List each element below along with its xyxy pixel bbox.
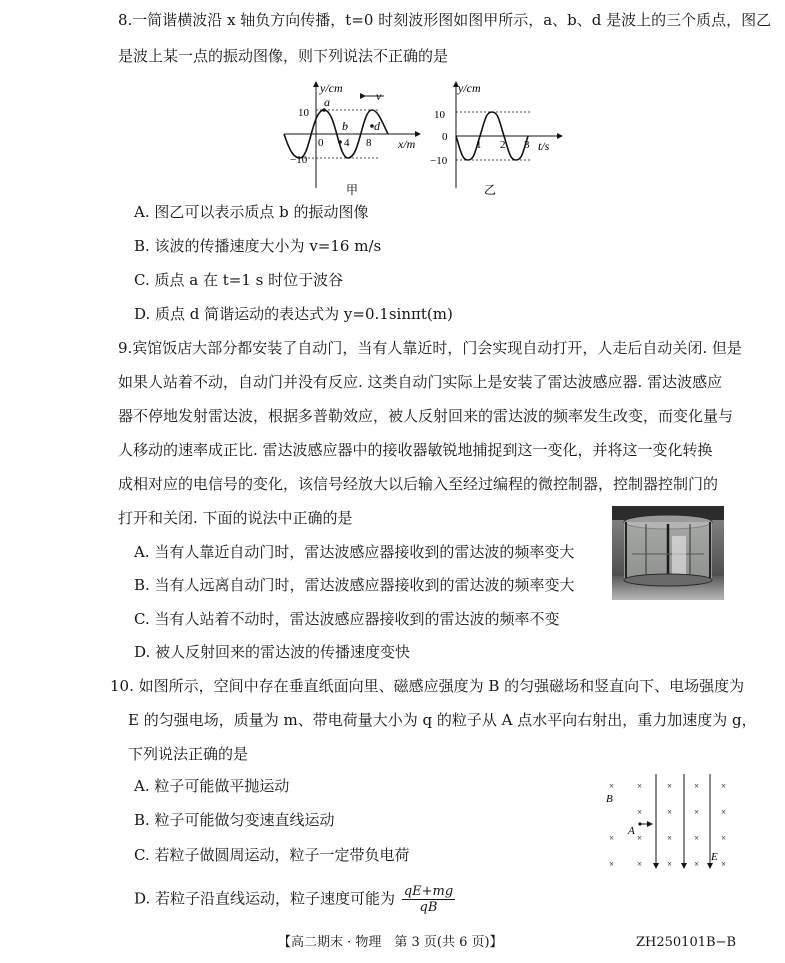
q10-stem-line2: E 的匀强电场，质量为 m、带电荷量大小为 q 的粒子从 A 点水平向右射出，重力加速度为 g，: [128, 711, 757, 729]
fraction-denominator: qB: [419, 900, 438, 915]
figure-caption-yi: 乙: [484, 183, 497, 196]
t-tick-2: 2: [500, 139, 506, 151]
q8-option-a: A. 图乙可以表示质点 b 的振动图像: [134, 203, 369, 221]
field-cross-mark: ×: [721, 781, 727, 791]
point-a-label: a: [324, 95, 330, 109]
field-cross-mark: ×: [694, 833, 700, 843]
q9-stem-line2: 如果人站着不动，自动门并没有反应. 这类自动门实际上是安装了雷达波感应器. 雷达波感应: [118, 373, 723, 391]
q8-figure-jia: [280, 78, 426, 196]
y-axis-label: y/cm: [458, 81, 481, 95]
q10-option-a: A. 粒子可能做平抛运动: [134, 777, 290, 795]
label-b: B: [606, 793, 613, 805]
field-cross-mark: ×: [694, 807, 700, 817]
y-tick-bottom: −10: [290, 154, 308, 166]
speed-fraction: [402, 884, 455, 915]
t-tick-3: 3: [524, 139, 530, 151]
field-cross-mark: ×: [609, 833, 615, 843]
point-d-label: d: [374, 119, 380, 133]
y-tick-bottom: −10: [430, 155, 448, 167]
q10-option-b: B. 粒子可能做匀变速直线运动: [134, 811, 335, 829]
q10-option-c: C. 若粒子做圆周运动，粒子一定带负电荷: [134, 846, 410, 864]
vibration-graph-yi: [428, 78, 568, 196]
q8-stem-line1: 8.一简谐横波沿 x 轴负方向传播，t=0 时刻波形图如图甲所示，a、b、d 是波上的三个质点，图乙: [118, 11, 772, 29]
wave-graph-jia: [280, 78, 426, 196]
q8-option-c: C. 质点 a 在 t=1 s 时位于波谷: [134, 271, 344, 289]
field-cross-mark: ×: [694, 781, 700, 791]
origin-label: 0: [318, 137, 324, 149]
label-a: A: [628, 825, 635, 837]
field-cross-mark: ×: [609, 859, 615, 869]
q9-option-a: A. 当有人靠近自动门时，雷达波感应器接收到的雷达波的频率变大: [134, 543, 575, 561]
q10-field-figure: [600, 770, 732, 874]
field-cross-mark: ×: [721, 859, 727, 869]
q9-stem-line3: 器不停地发射雷达波，根据多普勒效应，被人反射回来的雷达波的频率发生改变，而变化量与: [118, 407, 734, 425]
field-cross-mark: ×: [609, 781, 615, 791]
q9-option-d: D. 被人反射回来的雷达波的传播速度变快: [134, 643, 411, 661]
q9-stem-line6: 打开和关闭. 下面的说法中正确的是: [118, 509, 353, 527]
q10-stem-line3: 下列说法正确的是: [128, 745, 249, 763]
field-cross-mark: ×: [667, 833, 673, 843]
field-cross-mark: ×: [637, 833, 643, 843]
x-tick-4: 4: [344, 137, 350, 149]
q10-option-d: [134, 884, 455, 915]
q10-stem-line1: 10. 如图所示，空间中存在垂直纸面向里、磁感应强度为 B 的匀强磁场和竖直向下、电场强度为: [110, 677, 745, 695]
q8-figure-yi: [428, 78, 568, 196]
label-e: E: [711, 851, 718, 863]
y-tick-top: 10: [298, 107, 309, 119]
t-axis-label: t/s: [538, 139, 550, 153]
q9-stem-line4: 人移动的速率成正比. 雷达波感应器中的接收器敏锐地捕捉到这一变化，并将这一变化转换: [118, 441, 713, 459]
field-cross-mark: ×: [667, 781, 673, 791]
y-tick-zero: 0: [442, 131, 448, 143]
velocity-label: v: [376, 89, 382, 103]
y-tick-top: 10: [434, 109, 445, 121]
q8-option-d: D. 质点 d 简谐运动的表达式为 y=0.1sinπt(m): [134, 305, 453, 323]
field-cross-mark: ×: [667, 859, 673, 869]
x-tick-8: 8: [366, 137, 372, 149]
q9-option-b: B. 当有人远离自动门时，雷达波感应器接收到的雷达波的频率变大: [134, 576, 575, 594]
x-axis-label: x/m: [398, 137, 416, 151]
q9-option-c: C. 当有人站着不动时，雷达波感应器接收到的雷达波的频率不变: [134, 610, 560, 628]
field-cross-mark: ×: [694, 859, 700, 869]
q8-option-b: B. 该波的传播速度大小为 v=16 m/s: [134, 237, 382, 255]
field-cross-mark: ×: [721, 807, 727, 817]
fraction-numerator: qE+mg: [403, 884, 454, 899]
revolving-door-photo: [612, 506, 724, 600]
field-diagram: [600, 770, 732, 874]
q8-stem-line2: 是波上某一点的振动图像，则下列说法不正确的是: [118, 47, 449, 65]
field-cross-mark: ×: [637, 859, 643, 869]
footer-code: ZH250101B−B: [636, 935, 736, 950]
q9-stem-line5: 成相对应的电信号的变化，该信号经放大以后输入至经过编程的微控制器，控制器控制门的: [118, 475, 719, 493]
y-axis-label: y/cm: [320, 81, 343, 95]
field-cross-mark: ×: [637, 781, 643, 791]
t-tick-1: 1: [476, 139, 482, 151]
footer-page-info: 【高二期末 · 物理 第 3 页(共 6 页)】: [278, 935, 503, 950]
field-cross-mark: ×: [637, 807, 643, 817]
field-cross-mark: ×: [721, 833, 727, 843]
field-cross-mark: ×: [667, 807, 673, 817]
figure-caption-jia: 甲: [346, 183, 359, 196]
q10-option-d-text: D. 若粒子沿直线运动，粒子速度可能为: [134, 889, 396, 908]
point-b-label: b: [342, 119, 348, 133]
q9-stem-line1: 9.宾馆饭店大部分都安装了自动门，当有人靠近时，门会实现自动打开，人走后自动关闭. 但是: [118, 339, 742, 357]
magnetic-field-crosses: [609, 781, 726, 869]
